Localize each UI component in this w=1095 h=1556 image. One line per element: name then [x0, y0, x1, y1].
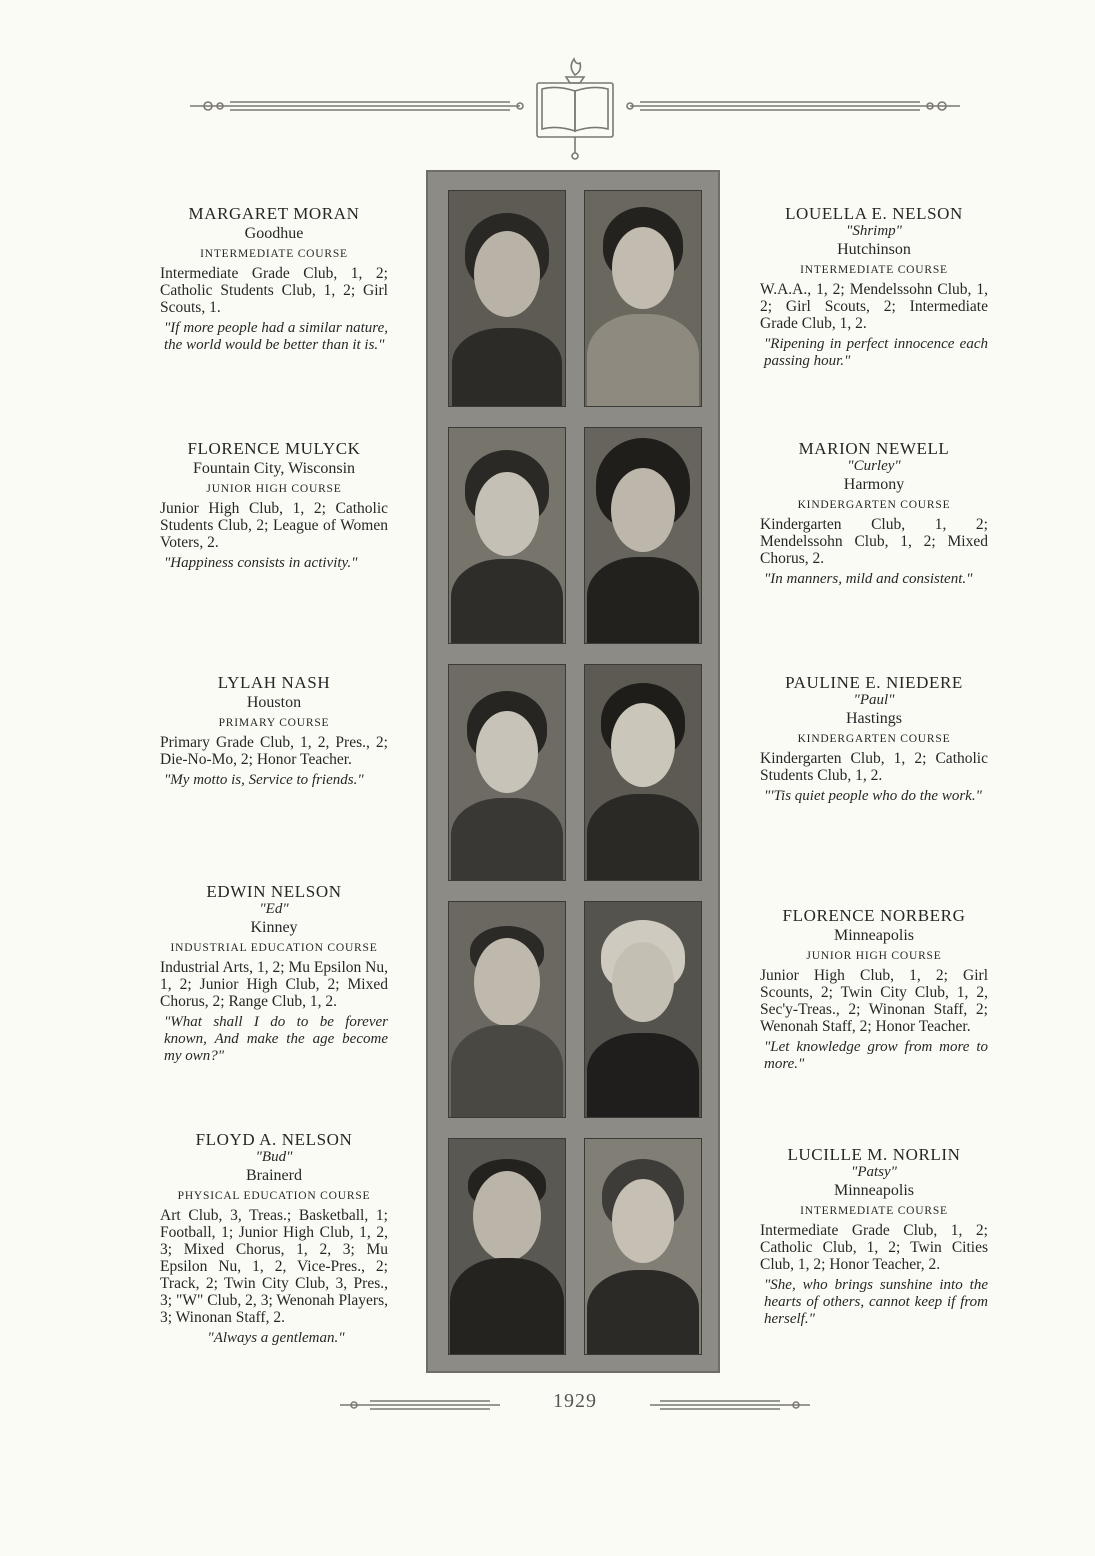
student-bio-marion-newell	[760, 439, 988, 588]
student-name: FLORENCE NORBERG	[782, 906, 966, 925]
portrait-photo	[584, 1138, 702, 1355]
student-name: MARION NEWELL	[798, 439, 950, 458]
student-name: FLORENCE MULYCK	[187, 439, 361, 458]
yearbook-year: 1929	[500, 1390, 650, 1413]
student-name: LOUELLA E. NELSON	[785, 204, 963, 223]
student-activities: Junior High Club, 1, 2; Girl Scounts, 2; Twin City Club, 1, 2, Sec'y-Treas., 2; Winonan Staff, 2; Wenonah Staff, 2; Honor Teacher.	[760, 967, 988, 1035]
student-hometown: Fountain City, Wisconsin	[192, 460, 356, 477]
portrait-photo	[584, 427, 702, 644]
student-quote: "She, who brings sunshine into the hearts of others, cannot keep if from herself."	[764, 1277, 988, 1327]
student-course: JUNIOR HIGH COURSE	[206, 483, 342, 495]
student-course: KINDERGARTEN COURSE	[797, 733, 951, 745]
student-activities: Intermediate Grade Club, 1, 2; Catholic Students Club, 1, 2; Girl Scouts, 1.	[160, 265, 388, 316]
student-quote: "Ripening in perfect innocence each passing hour."	[764, 336, 988, 369]
student-course: INDUSTRIAL EDUCATION COURSE	[170, 942, 378, 954]
portrait-photo	[448, 427, 566, 644]
student-activities: W.A.A., 1, 2; Mendelssohn Club, 1, 2; Girl Scouts, 2; Intermediate Grade Club, 1, 2.	[760, 281, 988, 332]
student-bio-florence-mulyck	[160, 439, 388, 572]
student-hometown: Harmony	[843, 476, 905, 493]
student-course: INTERMEDIATE COURSE	[800, 264, 948, 276]
student-bio-lucille-norlin	[760, 1145, 988, 1328]
student-nickname: "Ed"	[259, 901, 289, 917]
student-activities: Junior High Club, 1, 2; Catholic Students Club, 2; League of Women Voters, 2.	[160, 500, 388, 551]
student-quote: "In manners, mild and consistent."	[764, 571, 973, 587]
student-hometown: Houston	[246, 694, 302, 711]
student-bio-florence-norberg	[760, 906, 988, 1073]
student-activities: Intermediate Grade Club, 1, 2; Catholic Club, 1, 2; Twin Cities Club, 1, 2; Honor Teacher, 2.	[760, 1222, 988, 1273]
portrait-photo	[448, 664, 566, 881]
student-bio-floyd-nelson	[160, 1130, 388, 1347]
student-bio-louella-nelson	[760, 204, 988, 370]
student-course: JUNIOR HIGH COURSE	[806, 950, 942, 962]
portrait-photo	[584, 190, 702, 407]
student-hometown: Goodhue	[244, 225, 304, 242]
portrait-photo	[584, 664, 702, 881]
student-hometown: Brainerd	[246, 1167, 302, 1184]
student-nickname: "Patsy"	[851, 1164, 897, 1180]
student-nickname: "Shrimp"	[846, 223, 902, 239]
student-hometown: Hutchinson	[837, 241, 911, 258]
student-name: PAULINE E. NIEDERE	[785, 673, 963, 692]
student-bio-edwin-nelson	[160, 882, 388, 1065]
portrait-photo-strip	[426, 170, 720, 1373]
student-quote: "My motto is, Service to friends."	[164, 772, 364, 788]
student-name: MARGARET MORAN	[188, 204, 360, 223]
student-activities: Kindergarten Club, 1, 2; Catholic Students Club, 1, 2.	[760, 750, 988, 784]
student-course: PRIMARY COURSE	[218, 717, 330, 729]
student-activities: Primary Grade Club, 1, 2, Pres., 2; Die-No-Mo, 2; Honor Teacher.	[160, 734, 388, 768]
student-quote: "'Tis quiet people who do the work."	[764, 788, 982, 804]
portrait-photo	[584, 901, 702, 1118]
student-course: PHYSICAL EDUCATION COURSE	[177, 1190, 371, 1202]
student-activities: Industrial Arts, 1, 2; Mu Epsilon Nu, 1, 2; Junior High Club, 2; Mixed Chorus, 2; Range Club, 1, 2.	[160, 959, 388, 1010]
student-hometown: Minneapolis	[834, 927, 914, 944]
student-hometown: Hastings	[846, 710, 902, 727]
student-quote: "Let knowledge grow from more to more."	[764, 1039, 988, 1072]
student-nickname: "Bud"	[255, 1149, 293, 1165]
student-quote: "Happiness consists in activity."	[164, 555, 358, 571]
student-quote: "What shall I do to be forever known, And make the age become my own?"	[164, 1014, 388, 1064]
student-quote: "If more people had a similar nature, the world would be better than it is."	[164, 320, 388, 353]
student-activities: Art Club, 3, Treas.; Basketball, 1; Football, 1; Junior High Club, 1, 2, 3; Mixed Chorus, 1, 2, 3; Mu Epsilon Nu, 1, 2, Vice-Pres., 2; Track, 2; Twin City Club, 3, Pres., 3; "W" Club, 2, 3; Wenonah Players, 3; Winonan Staff, 2.	[160, 1207, 388, 1326]
student-bio-lylah-nash	[160, 673, 388, 789]
student-quote: "Always a gentleman."	[207, 1330, 345, 1346]
student-hometown: Minneapolis	[834, 1182, 914, 1199]
student-activities: Kindergarten Club, 1, 2; Mendelssohn Club, 1, 2; Mixed Chorus, 2.	[760, 516, 988, 567]
portrait-photo	[448, 901, 566, 1118]
book-torch-emblem-icon	[190, 55, 960, 165]
student-nickname: "Curley"	[847, 458, 901, 474]
student-name: LYLAH NASH	[217, 673, 331, 692]
student-name: EDWIN NELSON	[206, 882, 342, 901]
student-course: INTERMEDIATE COURSE	[800, 1205, 948, 1217]
portrait-photo	[448, 1138, 566, 1355]
student-name: FLOYD A. NELSON	[195, 1130, 353, 1149]
student-bio-pauline-niedere	[760, 673, 988, 805]
student-hometown: Kinney	[250, 919, 298, 936]
portrait-photo	[448, 190, 566, 407]
student-course: KINDERGARTEN COURSE	[797, 499, 951, 511]
student-bio-margaret-moran	[160, 204, 388, 354]
student-nickname: "Paul"	[853, 692, 895, 708]
student-name: LUCILLE M. NORLIN	[787, 1145, 961, 1164]
student-course: INTERMEDIATE COURSE	[200, 248, 348, 260]
